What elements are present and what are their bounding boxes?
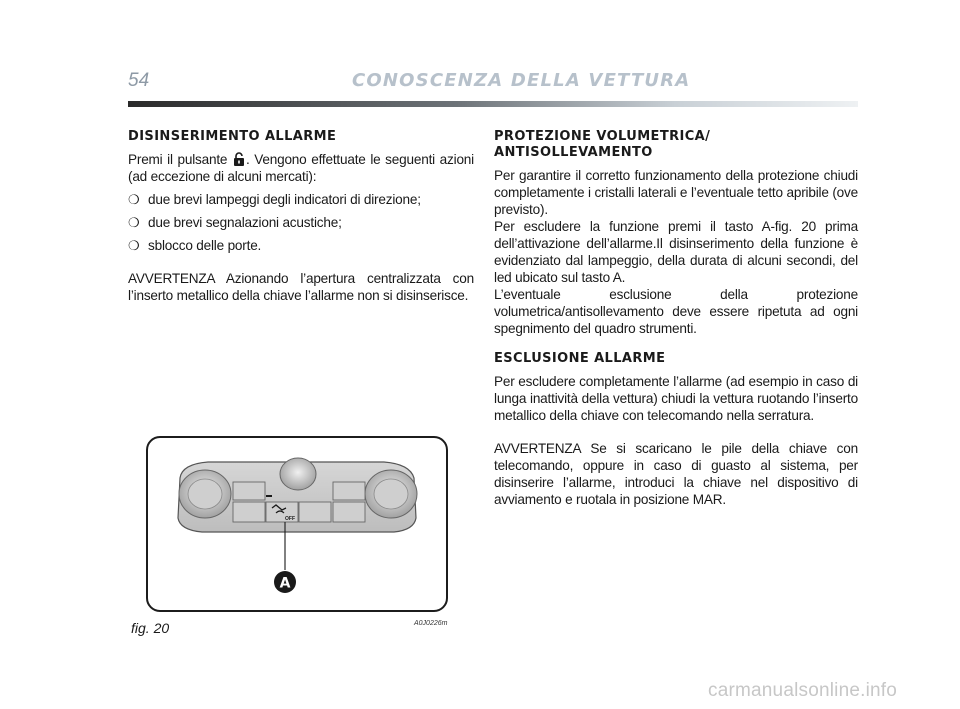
intro-text-before: Premi il pulsante xyxy=(128,152,232,167)
section-heading-esclusione: ESCLUSIONE ALLARME xyxy=(494,351,666,366)
intro-text-after: . Vengono effettuate le seguenti azioni (ad eccezione di alcuni mercati): xyxy=(128,152,474,184)
paragraph-protezione-1: Per garantire il corretto funzionamento della protezione chiudi completamente i cristalli laterali e l’eventuale tetto apribile (ove previsto). xyxy=(494,168,858,217)
figure-code: A0J0226m xyxy=(414,620,448,627)
list-item-text: sblocco delle porte. xyxy=(148,238,262,253)
ceiling-console-illustration xyxy=(148,438,446,610)
off-label: OFF xyxy=(285,516,295,522)
paragraph-esclusione: Per escludere completamente l’allarme (ad esempio in caso di lunga inattività della vettura) chiudi la vettura ruotando l’inserto metallico della chiave con telecomando nella serratura. xyxy=(494,374,858,423)
paragraph-protezione-3: L’eventuale esclusione della protezione volumetrica/antisollevamento deve essere ripetuta ad ogni spegnimento del quadro strumenti. xyxy=(494,287,858,336)
list-item xyxy=(128,191,474,208)
right-column xyxy=(494,129,858,508)
header-rule xyxy=(128,101,858,107)
bullet-icon: ❍ xyxy=(128,238,140,253)
list-item-text: due brevi lampeggi degli indicatori di direzione; xyxy=(148,192,421,207)
bullet-icon: ❍ xyxy=(128,192,140,207)
section-heading-disinserimento: DISINSERIMENTO ALLARME xyxy=(128,129,337,144)
warning-paragraph-right: AVVERTENZA Se si scaricano le pile della chiave con telecomando, oppure in caso di guasto al sistema, per disinserire l’allarme, introduci la chiave nel dispositivo di avviamento e ruotala in posizione MAR. xyxy=(494,441,858,507)
list-item-text: due brevi segnalazioni acustiche; xyxy=(148,215,342,230)
center-lamp-icon xyxy=(280,458,316,490)
callout-letter: A xyxy=(279,575,291,592)
left-column xyxy=(128,129,474,304)
unlock-icon xyxy=(233,152,245,166)
chapter-title: CONOSCENZA DELLA VETTURA xyxy=(352,70,691,91)
warning-paragraph-left: AVVERTENZA Azionando l’apertura centralizzata con l’inserto metallico della chiave l’allarme non si disinserisce. xyxy=(128,271,474,303)
intro-paragraph xyxy=(128,151,474,185)
paragraph-protezione-2: Per escludere la funzione premi il tasto A-fig. 20 prima dell’attivazione dell’allarme.Il disinserimento della funzione è evidenziato dal lampeggio, della durata di alcuni secondi, del led ubicato sul tasto A. xyxy=(494,219,858,285)
bullet-icon: ❍ xyxy=(128,215,140,230)
section-heading-protezione xyxy=(494,129,858,161)
led-indicator xyxy=(266,495,272,497)
watermark: carmanualsonline.info xyxy=(708,680,898,701)
list-item xyxy=(128,214,474,231)
heading-line-2: ANTISOLLEVAMENTO xyxy=(494,145,653,160)
figure-caption: fig. 20 xyxy=(131,620,170,636)
page-number: 54 xyxy=(128,70,150,91)
heading-line-1: PROTEZIONE VOLUMETRICA/ xyxy=(494,129,711,144)
list-item xyxy=(128,237,474,254)
figure-20 xyxy=(146,436,448,612)
